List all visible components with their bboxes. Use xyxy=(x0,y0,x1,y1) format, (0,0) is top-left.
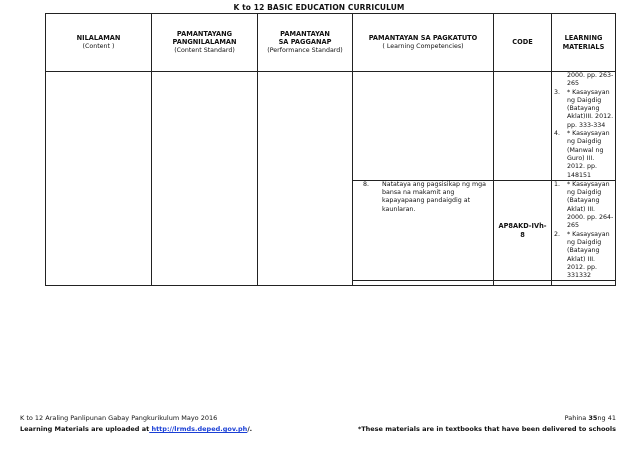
code-cell xyxy=(494,180,552,281)
competency-text: Natataya ang pagsisikap ng mga bansa na makamit ang kapayapaang pandaigdig at kaunlaran. xyxy=(382,180,486,213)
competency-cell-empty xyxy=(353,72,494,181)
footer-curriculum-guide: K to 12 Araling Panlipunan Gabay Pangkurikulum Mayo 2016 xyxy=(20,414,218,422)
footer-page-number: Pahina 35ng 41 xyxy=(564,414,616,422)
footer-upload-note: Learning Materials are uploaded at http://lrmds.deped.gov.ph/. xyxy=(20,425,253,433)
table-header-row xyxy=(46,14,616,72)
header-learning-materials: LEARNING MATERIALS xyxy=(552,14,616,72)
content-cell xyxy=(46,72,152,286)
code-cell-empty xyxy=(494,281,552,286)
material-item: 1. * Kasaysayan ng Daigdig (Batayang Aklat) III. 2000. pp. 264- 265 xyxy=(554,180,614,230)
competency-cell-empty xyxy=(353,281,494,286)
header-performance-standard: PAMANTAYAN SA PAGGANAP (Performance Standard) xyxy=(258,14,353,72)
competency-code-suffix: 8 xyxy=(520,230,525,239)
material-item: 2000. pp. 263- 265 xyxy=(567,72,614,88)
performance-standard-cell xyxy=(258,72,353,286)
document-title: K to 12 BASIC EDUCATION CURRICULUM xyxy=(233,3,405,12)
learning-materials-cell xyxy=(552,180,616,281)
material-item: 2. * Kasaysayan ng Daigdig (Batayang Aklat) III. 2012. pp. 331332 xyxy=(554,230,610,280)
learning-materials-cell xyxy=(552,72,616,181)
header-content-standard: PAMANTAYANG PANGNILALAMAN (Content Standard) xyxy=(152,14,258,72)
curriculum-table xyxy=(45,13,616,286)
competency-number: 8. xyxy=(363,180,370,188)
learning-materials-cell-empty xyxy=(552,281,616,286)
code-cell-empty xyxy=(494,72,552,181)
competency-code: AP8AKD-IVh- xyxy=(498,221,547,230)
content-standard-cell xyxy=(152,72,258,286)
header-content: NILALAMAN (Content ) xyxy=(46,14,152,72)
lrmds-link[interactable]: http://lrmds.deped.gov.ph xyxy=(149,425,248,433)
header-learning-competencies: PAMANTAYAN SA PAGKATUTO ( Learning Competencies) xyxy=(353,14,494,72)
total-page-number: 41 xyxy=(607,414,616,422)
material-item: 4. * Kasaysayan ng Daigdig (Manwal ng Guro) III. 2012. pp. 148151 xyxy=(554,130,610,179)
current-page-number: 35 xyxy=(588,414,598,422)
header-code: CODE xyxy=(494,14,552,72)
competency-cell xyxy=(353,180,494,281)
material-item: 3. * Kasaysayan ng Daigdig (Batayang Aklat)III. 2012. pp. 333-334 xyxy=(554,88,614,129)
table-row xyxy=(46,72,616,181)
footer-textbook-note: *These materials are in textbooks that have been delivered to schools xyxy=(357,425,616,433)
